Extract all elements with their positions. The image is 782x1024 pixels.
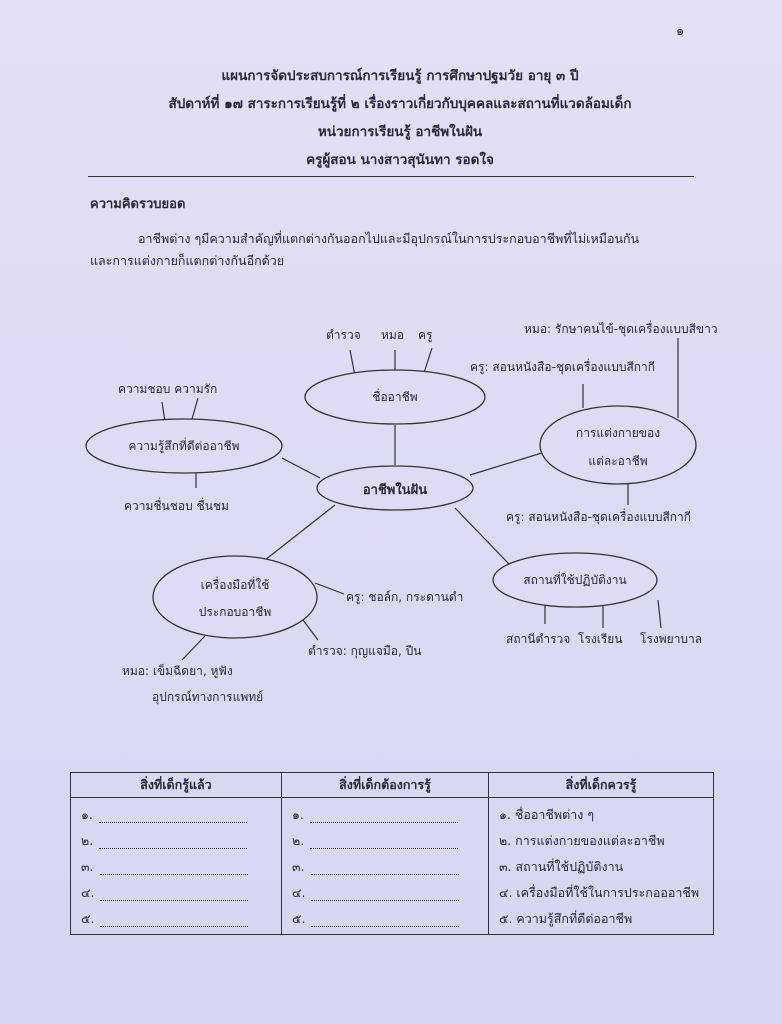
tools-teacher-text: ครู: ชอล์ก, กระดานดำ [346, 590, 464, 604]
tools-node [153, 556, 317, 638]
concept-text-line1: อาชีพต่าง ๆมีความสำคัญที่แตกต่างกันออกไปและมีอุปกรณ์ในการประกอบอาชีพที่ไม่เหมือนกัน [138, 231, 640, 246]
dress-teacher-bottom-text: ครู: สอนหนังสือ-ชุดเครื่องแบบสีกากี [506, 510, 692, 524]
feeling-bottom-text: ความชื่นชอบ ชื่นชม [124, 499, 229, 513]
list-item: ๓. [292, 854, 478, 880]
name-node-label: ชื่ออาชีพ [372, 390, 418, 404]
list-item: ๑. [81, 802, 271, 828]
name-item-police: ตำรวจ [326, 328, 361, 342]
workplace-hospital: โรงพยาบาล [640, 632, 703, 646]
blank-line [100, 912, 248, 927]
should-know-cell [489, 798, 714, 935]
blank-line [311, 860, 459, 875]
week-subtitle: สัปดาห์ที่ ๑๗ สาระการเรียนรู้ที่ ๒ เรื่องราวเกี่ยวกับบุคคลและสถานที่แวดล้อมเด็ก [168, 96, 632, 112]
page-number: ๑ [676, 24, 685, 39]
list-item: ๓. สถานที่ใช้ปฏิบัติงาน [499, 859, 624, 874]
tools-doctor-text-2: อุปกรณ์ทางการแพทย์ [152, 690, 264, 704]
want-to-know-cell [282, 798, 489, 935]
blank-line [310, 808, 458, 823]
list-item: ๓. [81, 854, 271, 880]
concept-heading: ความคิดรวบยอด [90, 197, 186, 212]
tools-doctor-text-1: หมอ: เข็มฉีดยา, หูฟัง [122, 664, 233, 678]
tools-node-label-1: เครื่องมือที่ใช้ [200, 578, 270, 592]
feeling-top-text: ความชอบ ความรัก [118, 382, 218, 396]
dress-node-label-2: แต่ละอาชีพ [588, 454, 648, 468]
blank-line [99, 808, 247, 823]
list-item: ๔. [292, 880, 478, 906]
blank-line [100, 860, 248, 875]
tools-node-label-2: ประกอบอาชีพ [198, 605, 272, 619]
list-item: ๔. [81, 880, 271, 906]
blank-line [310, 834, 458, 849]
name-item-teacher: ครู [418, 328, 433, 342]
list-item: ๒. [292, 828, 478, 854]
list-item: ๕. ความรู้สึกที่ดีต่ออาชีพ [499, 911, 633, 926]
dress-node [540, 406, 696, 484]
workplace-school: โรงเรียน [578, 632, 623, 646]
header-already-know: สิ่งที่เด็กรู้แล้ว [71, 773, 282, 798]
blank-line [100, 886, 248, 901]
header-want-to-know: สิ่งที่เด็กต้องการรู้ [282, 773, 489, 798]
blank-line [99, 834, 247, 849]
unit-title: หน่วยการเรียนรู้ อาชีพในฝัน [317, 124, 483, 140]
dress-node-label-1: การแต่งกายของ [575, 426, 661, 440]
workplace-police-station: สถานีตำรวจ [506, 632, 571, 646]
list-item: ๑. [292, 802, 478, 828]
teacher-name: ครูผู้สอน นางสาวสุนันทา รอดใจ [306, 152, 494, 168]
knowledge-table [70, 772, 714, 935]
dress-doctor-text: หมอ: รักษาคนไข้-ชุดเครื่องแบบสีขาว [524, 322, 718, 336]
table-body-row [71, 798, 714, 935]
header-should-know: สิ่งที่เด็กควรรู้ [489, 773, 714, 798]
list-item: ๒. [81, 828, 271, 854]
blank-line [311, 912, 459, 927]
workplace-node-label: สถานที่ใช้ปฏิบัติงาน [523, 573, 627, 587]
center-node-label: อาชีพในฝัน [362, 483, 428, 498]
name-item-doctor: หมอ [381, 328, 405, 342]
feeling-node-label: ความรู้สึกที่ดีต่ออาชีพ [128, 439, 240, 453]
tools-police-text: ตำรวจ: กุญแจมือ, ปืน [308, 644, 422, 658]
list-item: ๕. [292, 906, 478, 932]
list-item: ๒. การแต่งกายของแต่ละอาชีพ [499, 833, 665, 848]
list-item: ๔. เครื่องมือที่ใช้ในการประกอออาชีพ [499, 885, 700, 900]
list-item: ๑. ชื่ออาชีพต่าง ๆ [499, 807, 595, 822]
blank-line [311, 886, 459, 901]
plan-title: แผนการจัดประสบการณ์การเรียนรู้ การศึกษาปฐมวัย อายุ ๓ ปี [221, 68, 579, 84]
already-know-cell [71, 798, 282, 935]
table-header-row [71, 773, 714, 798]
concept-text-line2: และการแต่งกายก็แตกต่างกันอีกด้วย [90, 253, 285, 268]
dress-teacher-top-text: ครู: สอนหนังสือ-ชุดเครื่องแบบสีกากี [470, 360, 656, 374]
list-item: ๕. [81, 906, 271, 932]
